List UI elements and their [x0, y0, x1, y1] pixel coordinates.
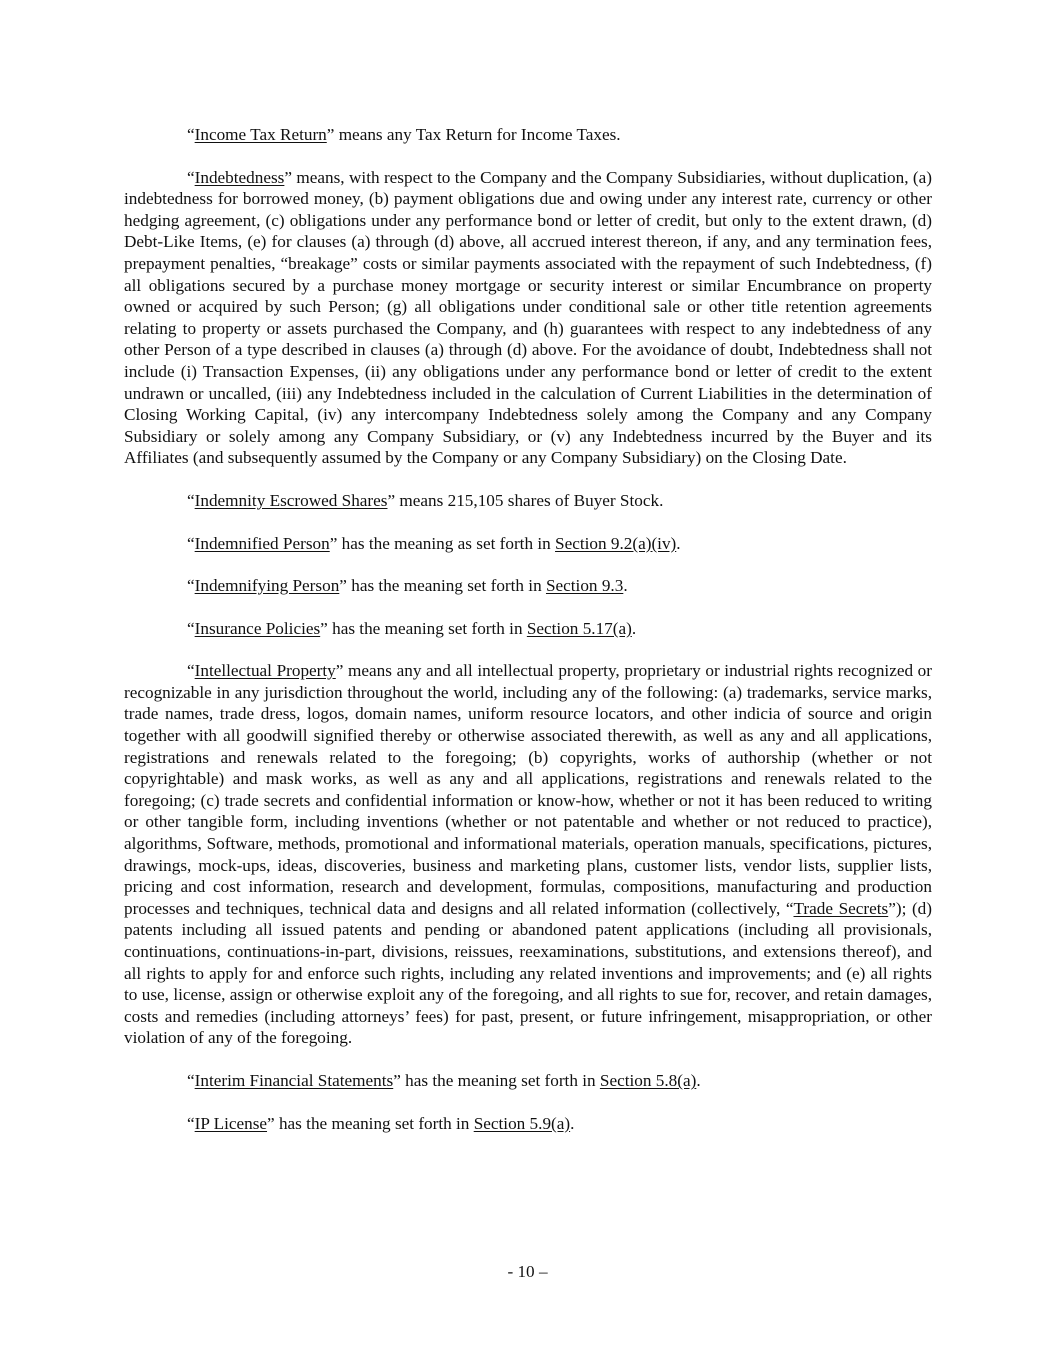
definition-interim-financial-statements: “Interim Financial Statements” has the meaning set forth in Section 5.8(a).	[187, 1070, 701, 1090]
defined-term: Indemnity Escrowed Shares	[194, 490, 388, 510]
section-reference: Section 9.2(a)(iv)	[555, 533, 677, 553]
definition-income-tax-return: “Income Tax Return” means any Tax Return for Income Taxes.	[187, 125, 621, 144]
defined-term-inline: Trade Secrets	[793, 898, 889, 918]
definition-ip-license: “IP License” has the meaning set forth in Section 5.9(a).	[187, 1113, 575, 1133]
defined-term: Indebtedness	[194, 167, 285, 187]
defined-term: Income Tax Return	[194, 125, 327, 144]
section-reference: Section 5.17(a)	[526, 618, 632, 638]
defined-term: Interim Financial Statements	[194, 1070, 394, 1090]
definition-insurance-policies: “Insurance Policies” has the meaning set forth in Section 5.17(a).	[187, 618, 637, 638]
defined-term: Intellectual Property	[194, 661, 336, 681]
definition-indebtedness: “Indebtedness” means, with respect to the Company and the Company Subsidiaries, without duplication, (a) indebtedness for borrowed money, (b) payment obligations due and owing under any interest rate, currency or other hedging agreement, (c) obligations under any performance bond or letter of credit, but only to the extent drawn, (d) Debt-Like Items, (e) for clauses (a) through (d) above, all accrued interest thereon, if any, and any termination fees, prepayment penalties, “breakage” costs or similar payments associated with the repayment of such Indebtedness, (f) all obligations secured by a purchase money mortgage or security interest or similar Encumbrance on property owned or acquired by such Person; (g) all obligations under conditional sale or other title retention agreements relating to property or assets purchased the Company, and (h) guarantees with respect to any indebtedness of any other Person of a type described in clauses (a) through (d) above. For the avoidance of doubt, Indebtedness shall not include (i) Transaction Expenses, (ii) any obligations under any performance bond or letter of credit to the extent undrawn or uncalled, (iii) any Indebtedness included in the calculation of Current Liabilities in the determination of Closing Working Capital, (iv) any intercompany Indebtedness solely among the Company and any Company Subsidiary or solely among any Company Subsidiary, or (v) any Indebtedness incurred by the Buyer and its Affiliates (and subsequently assumed by the Company or any Company Subsidiary) on the Closing Date.	[124, 167, 932, 468]
defined-term: Insurance Policies	[194, 618, 321, 638]
defined-term: IP License	[194, 1113, 268, 1133]
definition-indemnity-escrowed-shares: “Indemnity Escrowed Shares” means 215,105 shares of Buyer Stock.	[187, 490, 664, 510]
section-reference: Section 5.8(a)	[599, 1070, 697, 1090]
document-page	[124, 124, 932, 1134]
definition-indemnifying-person: “Indemnifying Person” has the meaning set forth in Section 9.3.	[187, 576, 628, 596]
definition-intellectual-property: “Intellectual Property” means any and all intellectual property, proprietary or industrial rights recognized or recognizable in any jurisdiction throughout the world, including any of the following: (a) trademarks, service marks, trade names, trade dress, logos, domain names, uniform resource locators, and other indicia of source and origin together with all goodwill signified thereby or otherwise associated therewith, as well as any and all applications, registrations and renewals related to the foregoing; (b) copyrights, works of authorship (whether or not copyrightable) and mask works, as well as any and all applications, registrations and renewals related to the foregoing; (c) trade secrets and confidential information or know-how, whether or not it has been reduced to writing or other tangible form, including inventions (whether or not patentable and whether or not reduced to practice), algorithms, Software, methods, promotional and informational materials, operation manuals, specifications, pictures, drawings, mock-ups, ideas, discoveries, business and marketing plans, customer lists, vendor lists, supplier lists, pricing and cost information, research and development, formulas, compositions, manufacturing and production processes and techniques, technical data and designs and all related information (collectively, “Trade Secrets”); (d) patents including all issued patents and pending or abandoned patent applications (including all provisionals, continuations, continuations-in-part, divisions, reissues, reexaminations, substitutions, and extensions thereof), and all rights to apply for and enforce such rights, including any related inventions and improvements; and (e) all rights to use, license, assign or otherwise exploit any of the foregoing, and all rights to sue for, recover, and retain damages, costs and remedies (including attorneys’ fees) for past, present, or future infringement, misappropriation, or other violation of any of the foregoing.	[124, 661, 933, 1048]
definition-indemnified-person: “Indemnified Person” has the meaning as set forth in Section 9.2(a)(iv).	[187, 533, 681, 553]
page-number: - 10 –	[507, 1262, 548, 1281]
section-reference: Section 5.9(a)	[473, 1113, 571, 1133]
defined-term: Indemnified Person	[194, 533, 330, 553]
section-reference: Section 9.3	[545, 576, 624, 596]
defined-term: Indemnifying Person	[194, 576, 340, 596]
